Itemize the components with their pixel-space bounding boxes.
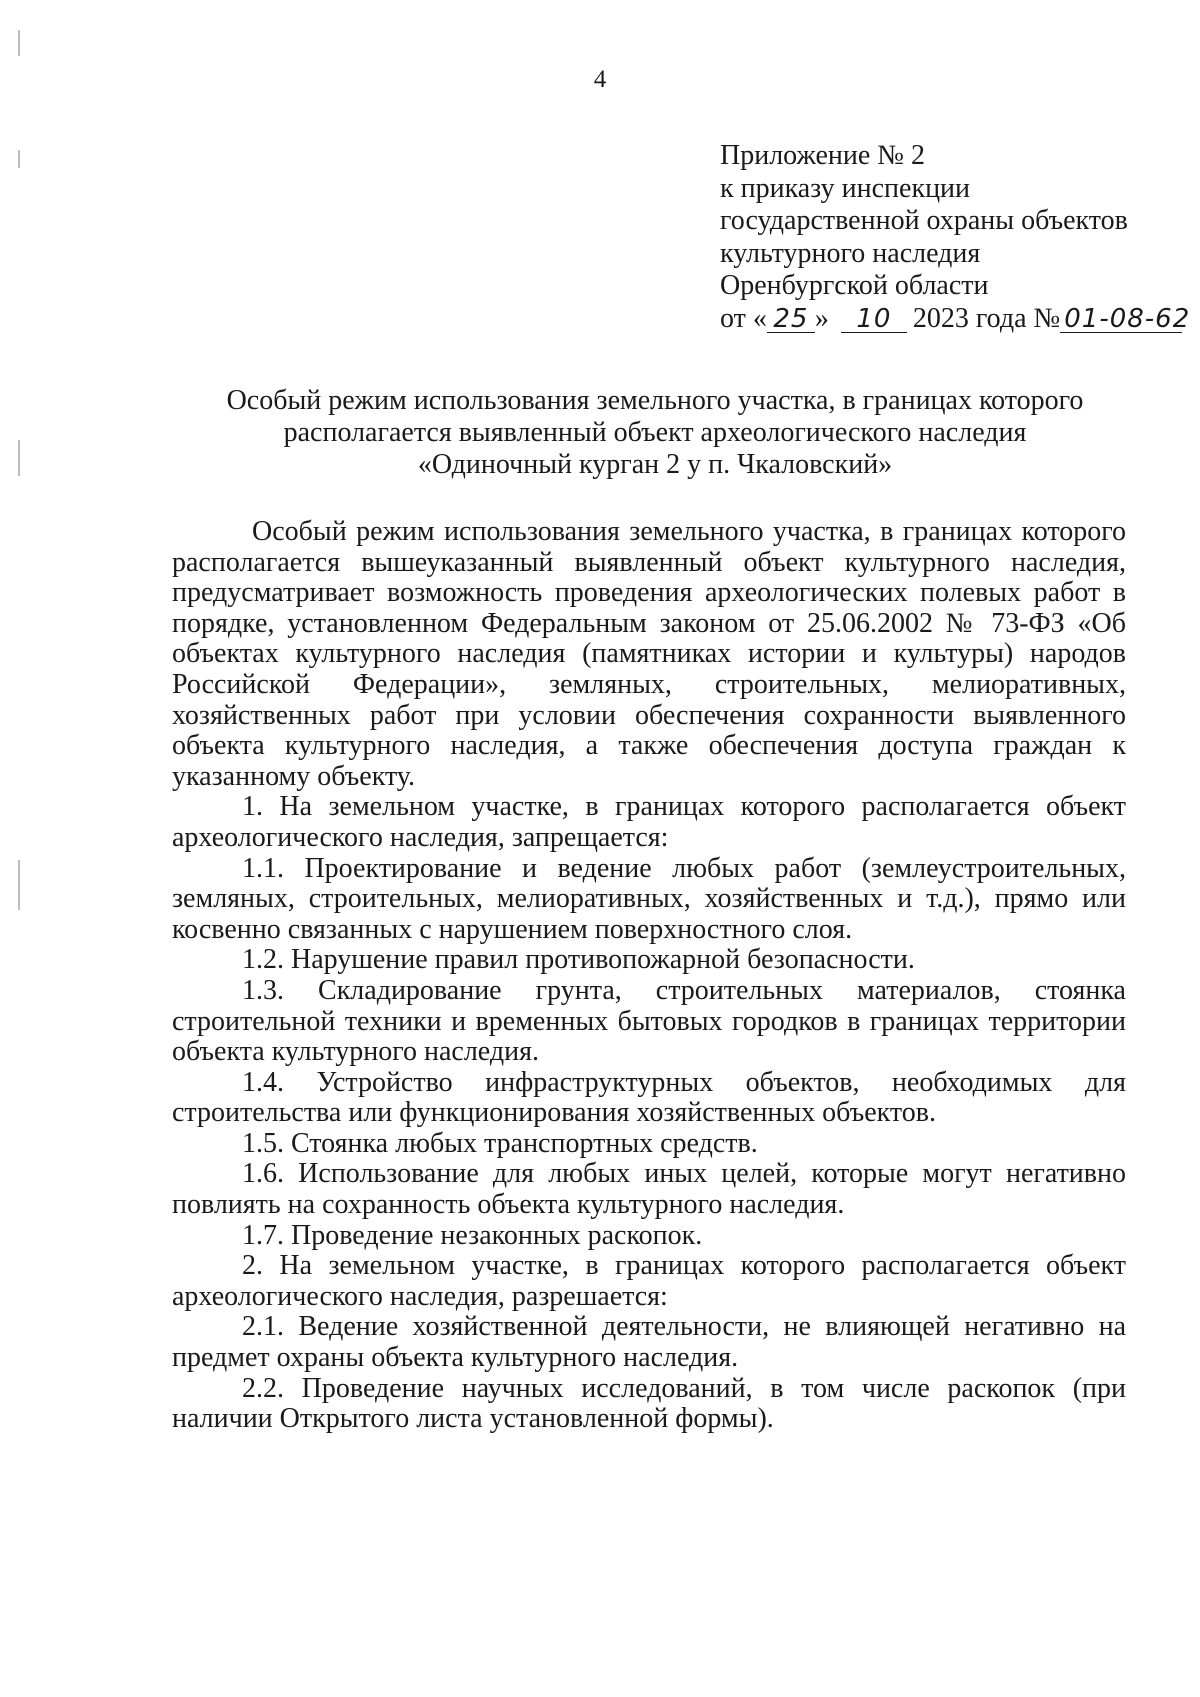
- item-1-1: 1.1. Проектирование и ведение любых работ (землеустроительных, земляных, строительных, мелиоративных, хозяйственных и т.д.), прямо или косвенно связанных с нарушением поверхностного слоя.: [172, 852, 1126, 945]
- document-title: [100, 385, 1200, 481]
- date-year: 2023 года №: [912, 302, 1061, 334]
- handwritten-month: 10: [841, 306, 907, 333]
- item-2-2: 2.2. Проведение научных исследований, в том числе раскопок (при наличии Открытого листа установленной формы).: [172, 1372, 1126, 1435]
- intro-paragraph: Особый режим использования земельного участка, в границах которого располагается вышеуказанный выявленный объект культурного наследия, предусматривает возможность проведения археологических полевых работ в порядке, установленном Федеральным законом от 25.06.2002 № 73-ФЗ «Об объектах культурного наследия (памятниках истории и культуры) народов Российской Федерации», земляных, строительных, мелиоративных, хозяйственных работ при условии обеспечения сохранности выявленного объекта культурного наследия, а также обеспечения доступа граждан к указанному объекту.: [172, 516, 1126, 792]
- date-prefix: от «: [720, 302, 767, 334]
- appendix-line: к приказу инспекции: [720, 172, 971, 204]
- handwritten-day: 25: [767, 306, 815, 333]
- title-line: располагается выявленный объект археологического наследия: [283, 417, 1027, 448]
- date-mid: »: [814, 302, 829, 334]
- appendix-line: Оренбургской области: [720, 270, 989, 301]
- document-body: [172, 517, 1126, 1435]
- appendix-header: [720, 140, 1190, 335]
- item-2: 2. На земельном участке, в границах которого располагается объект археологического наследия, разрешается:: [172, 1250, 1126, 1312]
- appendix-date-line: [720, 303, 1190, 336]
- title-line: Особый режим использования земельного участка, в границах которого: [226, 385, 1084, 416]
- item-1-7: 1.7. Проведение незаконных раскопок.: [242, 1219, 703, 1251]
- appendix-line: государственной охраны объектов: [720, 205, 1128, 236]
- appendix-line: культурного наследия: [720, 237, 981, 269]
- item-1-3: 1.3. Складирование грунта, строительных материалов, стоянка строительной техники и временных бытовых городков в границах территории объекта культурного наследия.: [172, 974, 1126, 1068]
- scan-artefact: [18, 860, 20, 910]
- scan-artefact: [18, 150, 20, 168]
- handwritten-order-number: 01-08-62: [1060, 306, 1182, 333]
- item-1-4: 1.4. Устройство инфраструктурных объектов, необходимых для строительства или функционирования хозяйственных объектов.: [172, 1066, 1126, 1129]
- item-1-5: 1.5. Стоянка любых транспортных средств.: [242, 1127, 758, 1159]
- appendix-line: Приложение № 2: [720, 140, 925, 171]
- item-2-1: 2.1. Ведение хозяйственной деятельности, не влияющей негативно на предмет охраны объекта культурного наследия.: [172, 1311, 1126, 1374]
- title-line: «Одиночный курган 2 у п. Чкаловский»: [417, 449, 893, 480]
- item-1-2: 1.2. Нарушение правил противопожарной безопасности.: [242, 944, 915, 976]
- scan-artefact: [18, 440, 20, 476]
- scan-artefact: [18, 30, 20, 56]
- page-number: 4: [593, 66, 607, 93]
- item-1: 1. На земельном участке, в границах которого располагается объект археологического наследия, запрещается:: [172, 791, 1126, 853]
- item-1-6: 1.6. Использование для любых иных целей, которые могут негативно повлиять на сохранность объекта культурного наследия.: [172, 1158, 1126, 1221]
